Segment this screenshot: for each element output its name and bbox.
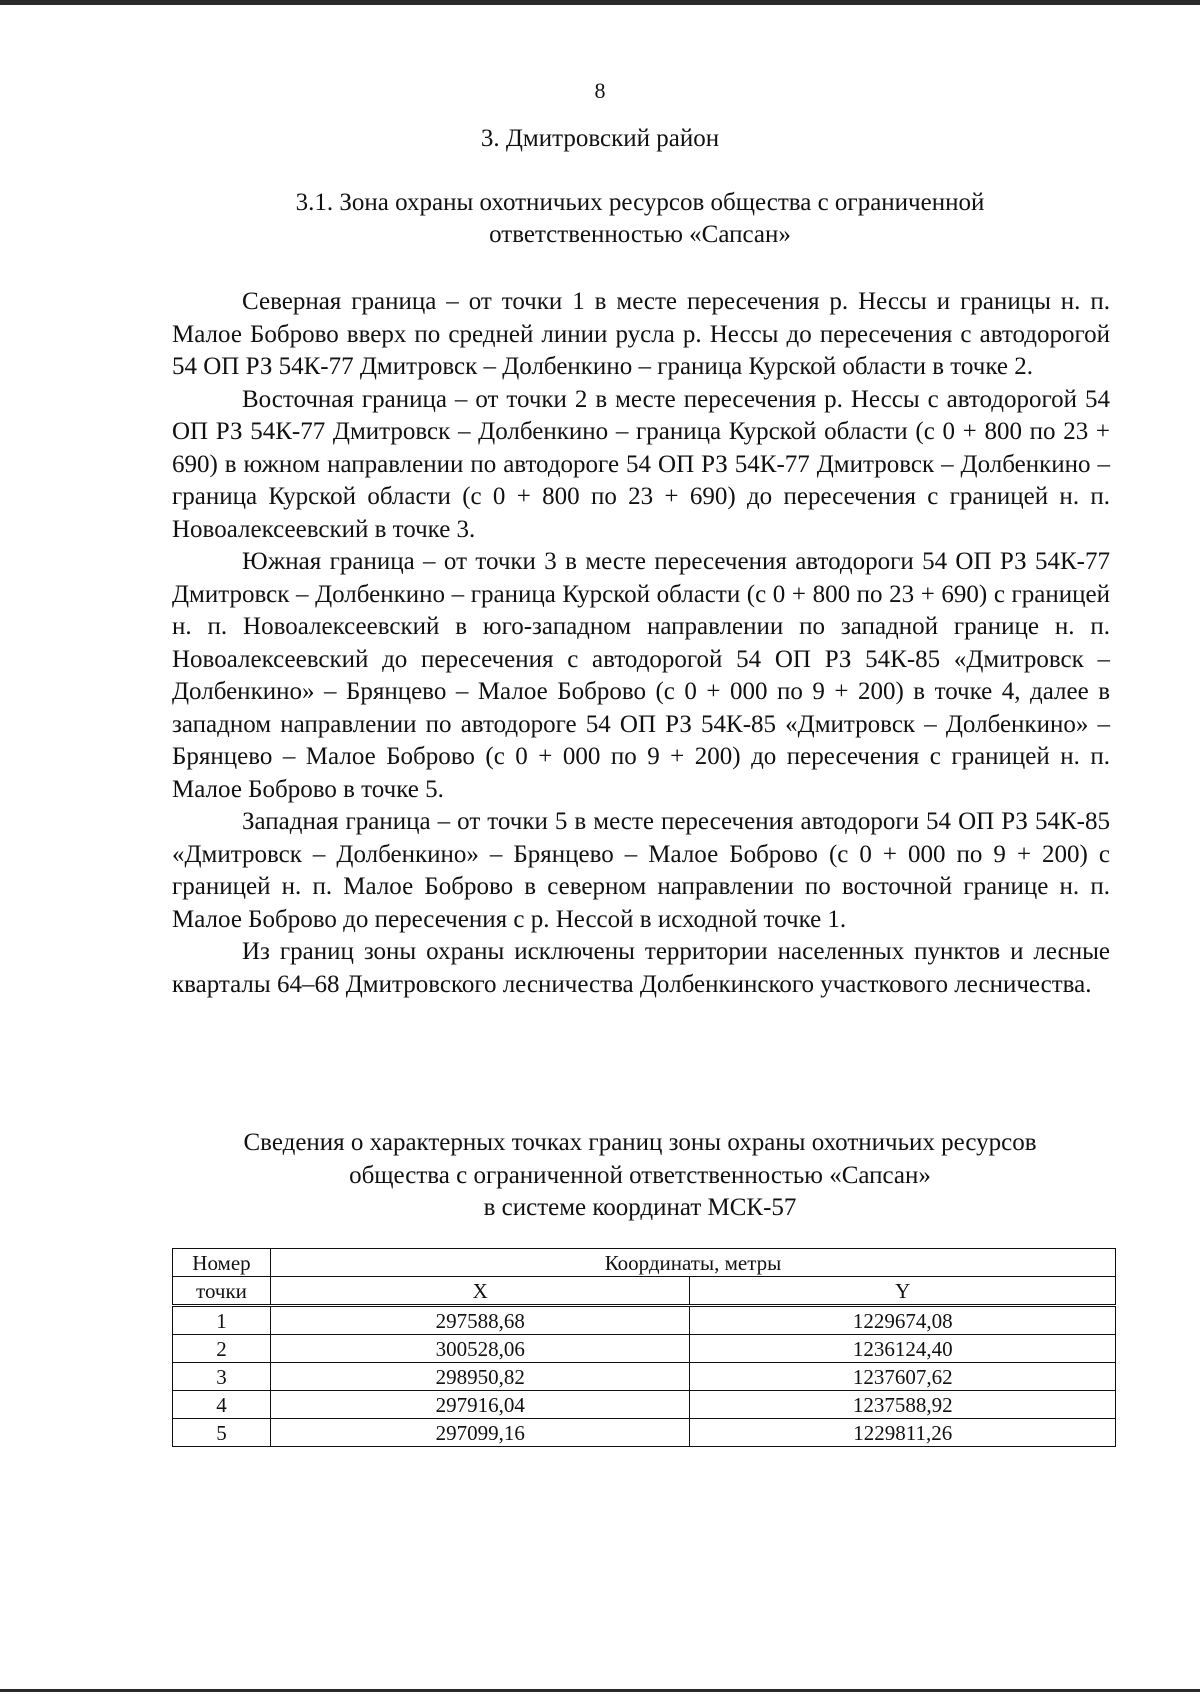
- bottom-border-line: [0, 1689, 1200, 1692]
- paragraph-east-boundary: Восточная граница – от точки 2 в месте пересечения р. Нессы с автодорогой 54 ОП РЗ 54К-77 Дмитровск – Долбенкино – граница Курской области (с 0 + 800 по 23 + 690) в южном направлении по автодороге 54 ОП РЗ 54К-77 Дмитровск – Долбенкино – граница Курской области (с 0 + 800 по 23 + 690) до пересечения с границей н. п. Новоалексеевский в точке 3.: [172, 385, 1110, 543]
- cell-x: 297099,16: [270, 1419, 690, 1447]
- header-x: X: [270, 1277, 690, 1306]
- table-header-row: [173, 1249, 1116, 1277]
- cell-point: 1: [173, 1306, 271, 1335]
- subsection-heading-line-2: ответственностью «Сапсан»: [489, 221, 791, 248]
- header-coordinates: Координаты, метры: [270, 1249, 1115, 1277]
- cell-y: 1229811,26: [690, 1419, 1116, 1447]
- cell-x: 298950,82: [270, 1363, 690, 1391]
- table-row: [173, 1363, 1116, 1391]
- cell-point: 5: [173, 1419, 271, 1447]
- section-heading: 3. Дмитровский район: [480, 125, 720, 152]
- table-caption-line-1: Сведения о характерных точках границ зоны охраны охотничьих ресурсов: [243, 1129, 1037, 1156]
- cell-point: 2: [173, 1335, 271, 1363]
- page-number: 8: [594, 78, 606, 103]
- cell-x: 297588,68: [270, 1306, 690, 1335]
- top-border-line: [0, 0, 1200, 5]
- table-caption-line-3: в системе координат МСК-57: [483, 1194, 797, 1221]
- cell-x: 300528,06: [270, 1335, 690, 1363]
- cell-x: 297916,04: [270, 1391, 690, 1419]
- cell-point: 3: [173, 1363, 271, 1391]
- header-y: Y: [690, 1277, 1116, 1306]
- table-caption-line-2: общества с ограниченной ответственностью «Сапсан»: [349, 1161, 931, 1189]
- header-point-number-line-2: точки: [173, 1277, 271, 1306]
- coordinates-table: [172, 1248, 1116, 1447]
- table-caption: [160, 1127, 1120, 1225]
- table-row: [173, 1306, 1116, 1335]
- subsection-heading: [240, 187, 1040, 251]
- cell-y: 1237588,92: [690, 1391, 1116, 1419]
- paragraph-west-boundary: Западная граница – от точки 5 в месте пересечения автодороги 54 ОП РЗ 54К-85 «Дмитровск – Долбенкино» – Брянцево – Малое Боброво (с 0 + 000 по 9 + 200) с границей н. п. Малое Боброво в северном направлении по восточной границе н. п. Малое Боброво до пересечения с р. Нессой в исходной точке 1.: [172, 808, 1110, 933]
- header-point-number: Номер: [173, 1249, 271, 1277]
- paragraph-north-boundary: Северная граница – от точки 1 в месте пересечения р. Нессы и границы н. п. Малое Боброво вверх по средней линии русла р. Нессы до пересечения с автодорогой 54 ОП РЗ 54К-77 Дмитровск – Долбенкино – граница Курской области в точке 2.: [172, 288, 1110, 380]
- cell-y: 1236124,40: [690, 1335, 1116, 1363]
- paragraph-exclusions: Из границ зоны охраны исключены территории населенных пунктов и лесные кварталы 64–68 Дмитровского лесничества Долбенкинского участкового лесничества.: [172, 938, 1110, 998]
- paragraph-south-boundary: Южная граница – от точки 3 в месте пересечения автодороги 54 ОП РЗ 54К-77 Дмитровск – Долбенкино – граница Курской области (с 0 + 800 по 23 + 690) с границей н. п. Новоалексеевский в юго-западном направлении по западной границе н. п. Новоалексеевский до пересечения с автодорогой 54 ОП РЗ 54К-85 «Дмитровск – Долбенкино» – Брянцево – Малое Боброво (с 0 + 000 по 9 + 200) в точке 4, далее в западном направлении по автодороге 54 ОП РЗ 54К-85 «Дмитровск – Долбенкино» – Брянцево – Малое Боброво (с 0 + 000 по 9 + 200) до пересечения с границей н. п. Малое Боброво в точке 5.: [172, 548, 1110, 803]
- cell-y: 1229674,08: [690, 1306, 1116, 1335]
- table-row: [173, 1391, 1116, 1419]
- table-subheader-row: [173, 1277, 1116, 1306]
- cell-point: 4: [173, 1391, 271, 1419]
- cell-y: 1237607,62: [690, 1363, 1116, 1391]
- table-row: [173, 1335, 1116, 1363]
- body-text: [172, 286, 1110, 1001]
- table-row: [173, 1419, 1116, 1447]
- subsection-heading-line-1: 3.1. Зона охраны охотничьих ресурсов общества с ограниченной: [295, 189, 985, 216]
